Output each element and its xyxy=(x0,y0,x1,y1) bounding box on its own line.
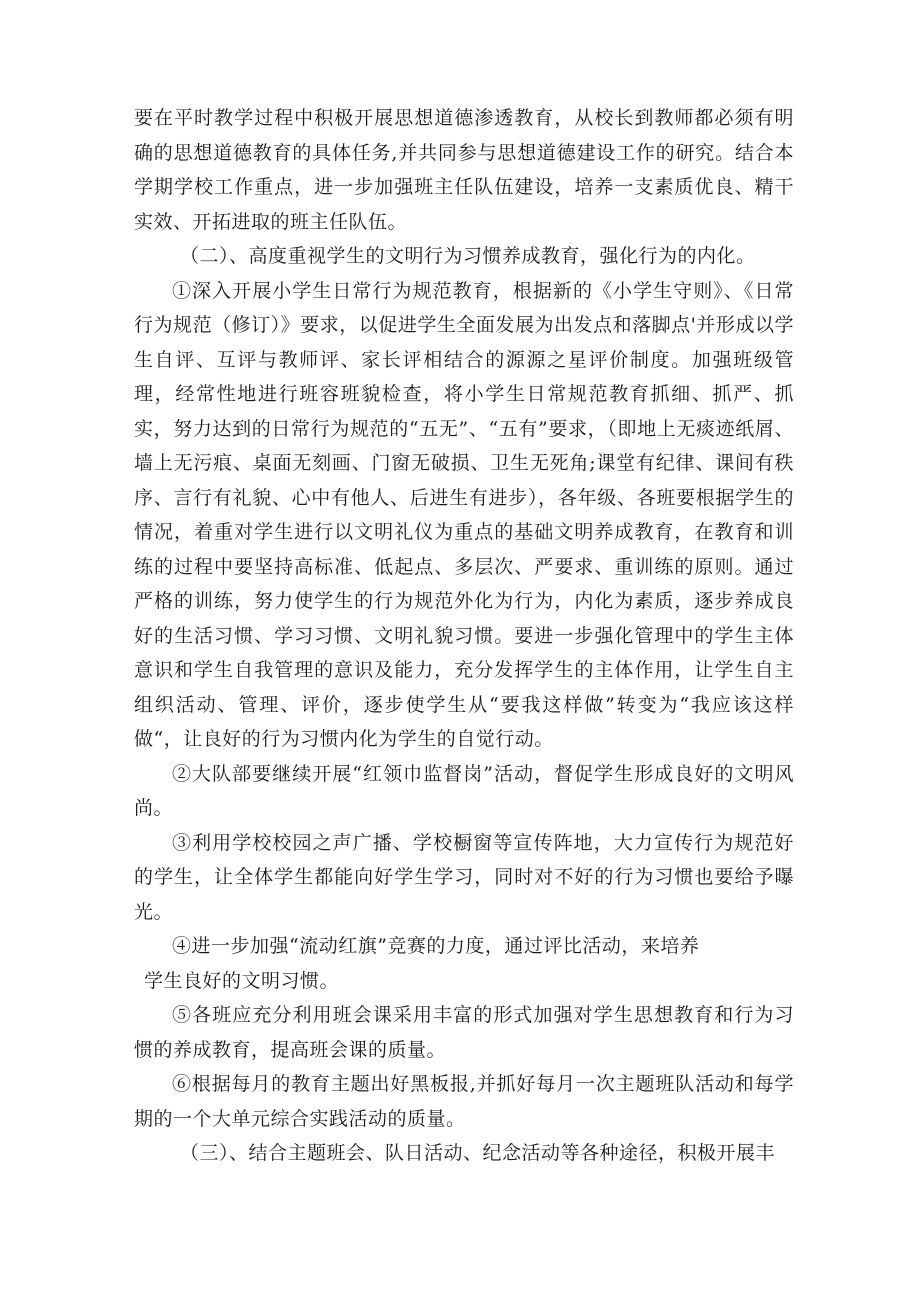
document-body xyxy=(134,101,794,1171)
paragraph-item-1: ①深入开展小学生日常行为规范教育，根据新的《小学生守则》、《日常行为规范（修订）》要求，以促进学生全面发展为出发点和落脚点'并形成以学生自评、互评与教师评、家长评相结合的源源之星评价制度。加强班级管理，经常性地进行班容班貌检查，将小学生日常规范教育抓细、抓严、抓实，努力达到的日常行为规范的“五无”、“五有”要求，（即地上无痰迹纸屑、墙上无污痕、桌面无刻画、门窗无破损、卫生无死角;课堂有纪律、课间有秩序、言行有礼貌、心中有他人、后进生有进步），各年级、各班要根据学生的情况，着重对学生进行以文明礼仪为重点的基础文明养成教育，在教育和训练的过程中要坚持高标准、低起点、多层次、严要求、重训练的原则。通过严格的训练，努力使学生的行为规范外化为行为，内化为素质，逐步养成良好的生活习惯、学习习惯、文明礼貌习惯。要进一步强化管理中的学生主体意识和学生自我管理的意识及能力，充分发挥学生的主体作用，让学生自主组织活动、管理、评价，逐步使学生从“要我这样做”转变为“我应该这样做“，让良好的行为习惯内化为学生的自觉行动。 xyxy=(134,279,794,750)
paragraph-item-5: ⑤各班应充分利用班会课采用丰富的形式加强对学生思想教育和行为习惯的养成教育，提高班会课的质量。 xyxy=(134,1004,794,1061)
paragraph-intro: 要在平时教学过程中积极开展思想道德渗透教育，从校长到教师都必须有明确的思想道德教育的具体任务,并共同参与思想道德建设工作的研究。结合本学期学校工作重点，进一步加强班主任队伍建设，培养一支素质优良、精干实效、开拓进取的班主任队伍。 xyxy=(134,107,794,233)
paragraph-item-2: ②大队部要继续开展“红领巾监督岗”活动，督促学生形成良好的文明风尚。 xyxy=(134,762,794,819)
paragraph-item-3: ③利用学校校园之声广播、学校橱窗等宣传阵地，大力宣传行为规范好的学生，让全体学生都能向好学生学习，同时对不好的行为习惯也要给予曝光。 xyxy=(134,831,794,923)
section-heading-3: （三）、结合主题班会、队日活动、纪念活动等各种途径，积极开展丰 xyxy=(180,1142,776,1164)
section-heading-2: （二）、高度重视学生的文明行为习惯养成教育，强化行为的内化。 xyxy=(180,245,756,267)
paragraph-item-6: ⑥根据每月的教育主题出好黑板报,并抓好每月一次主题班队活动和每学期的一个大单元综合实践活动的质量。 xyxy=(134,1073,794,1130)
paragraph-item-4-line-2: 学生良好的文明习惯。 xyxy=(144,969,340,992)
paragraph-item-4-line-1: ④进一步加强“流动红旗”竞赛的力度，通过评比活动，来培养 xyxy=(172,935,700,957)
